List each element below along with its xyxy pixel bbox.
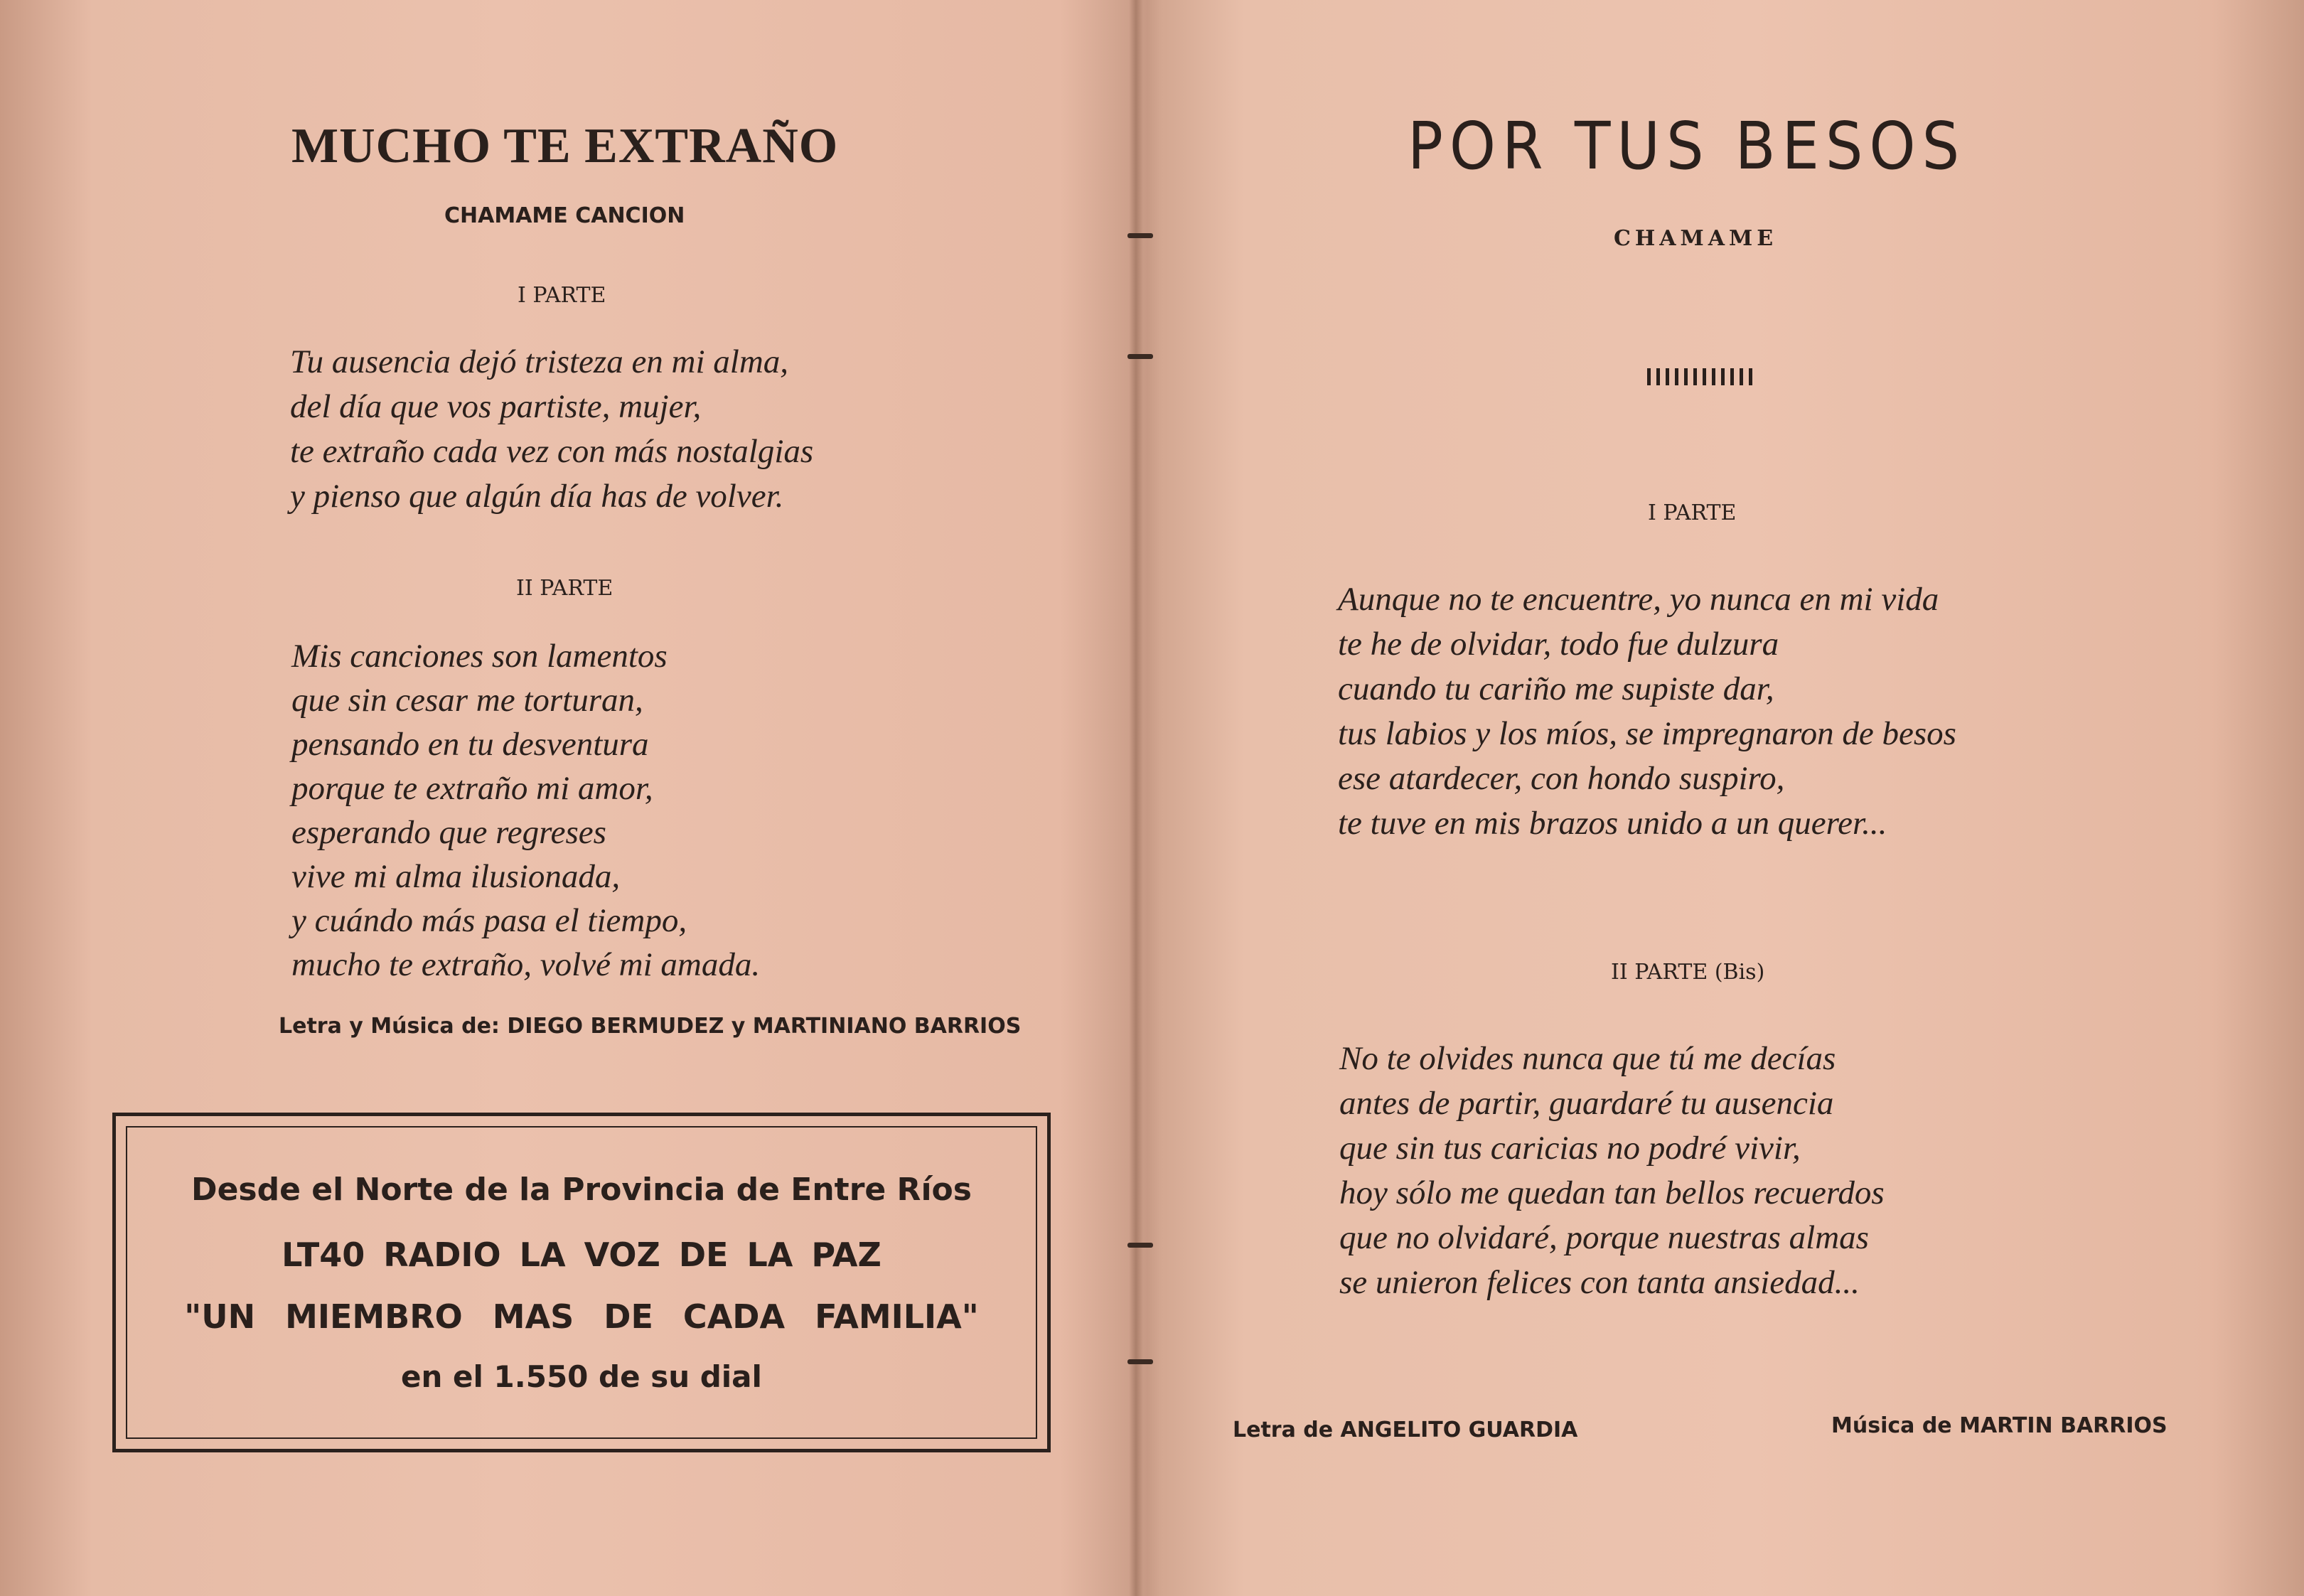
verse-line: antes de partir, guardaré tu ausencia [1339, 1085, 1834, 1122]
verse-line: Mis canciones son lamentos [291, 638, 668, 675]
song-credits: Letra y Música de: DIEGO BERMUDEZ y MARTINIANO BARRIOS [279, 1014, 1022, 1039]
music-credit: Música de MARTIN BARRIOS [1831, 1413, 2168, 1438]
lyrics-credit: Letra de ANGELITO GUARDIA [1233, 1418, 1578, 1442]
left-page [0, 0, 1137, 1596]
decorative-bar-ornament [1647, 368, 1752, 385]
verse-line: ese atardecer, con hondo suspiro, [1338, 760, 1785, 797]
ad-line-1: Desde el Norte de la Provincia de Entre Ríos [191, 1172, 972, 1208]
verse-line: mucho te extraño, volvé mi amada. [291, 946, 761, 983]
part-2-label: II PARTE (Bis) [1611, 960, 1765, 985]
verse-line: vive mi alma ilusionada, [291, 858, 621, 895]
verse-line: tus labios y los míos, se impregnaron de besos [1338, 715, 1956, 752]
right-page [1137, 0, 2304, 1596]
part-1-label: I PARTE [1648, 500, 1737, 525]
verse-line: y cuándo más pasa el tiempo, [291, 902, 687, 939]
verse-line: porque te extraño mi amor, [291, 770, 653, 807]
song-title: MUCHO TE EXTRAÑO [291, 119, 839, 173]
radio-advertisement [112, 1113, 1051, 1452]
verse-line: que sin tus caricias no podré vivir, [1339, 1130, 1801, 1167]
verse-line: del día que vos partiste, mujer, [290, 388, 702, 425]
verse-line: te he de olvidar, todo fue dulzura [1338, 626, 1779, 663]
verse-line: Tu ausencia dejó tristeza en mi alma, [290, 343, 789, 380]
verse-line: te tuve en mis brazos unido a un querer... [1338, 805, 1887, 842]
verse-line: No te olvides nunca que tú me decías [1339, 1040, 1836, 1077]
part-2-verse [291, 634, 760, 987]
ad-line-3: "UN MIEMBRO MAS DE CADA FAMILIA" [184, 1297, 979, 1336]
part-1-verse [1338, 577, 1956, 846]
ad-line-4: en el 1.550 de su dial [401, 1359, 762, 1394]
verse-line: esperando que regreses [291, 814, 606, 851]
part-2-verse [1339, 1037, 1885, 1305]
song-subtitle: CHAMAME [1614, 226, 1778, 251]
verse-line: se unieron felices con tanta ansiedad... [1339, 1264, 1860, 1301]
song-subtitle: CHAMAME CANCION [444, 203, 685, 228]
ad-line-2: LT40 RADIO LA VOZ DE LA PAZ [282, 1236, 882, 1274]
verse-line: que no olvidaré, porque nuestras almas [1339, 1219, 1869, 1256]
verse-line: te extraño cada vez con más nostalgias [290, 433, 814, 470]
part-2-label: II PARTE [516, 576, 613, 601]
song-title: POR TUS BESOS [1408, 108, 1966, 184]
verse-line: y pienso que algún día has de volver. [290, 478, 784, 515]
verse-line: Aunque no te encuentre, yo nunca en mi vida [1338, 581, 1939, 618]
part-1-label: I PARTE [518, 283, 606, 308]
verse-line: pensando en tu desventura [291, 726, 649, 763]
verse-line: hoy sólo me quedan tan bellos recuerdos [1339, 1174, 1885, 1211]
verse-line: cuando tu cariño me supiste dar, [1338, 670, 1774, 707]
verse-line: que sin cesar me torturan, [291, 682, 643, 719]
part-1-verse [290, 340, 813, 519]
